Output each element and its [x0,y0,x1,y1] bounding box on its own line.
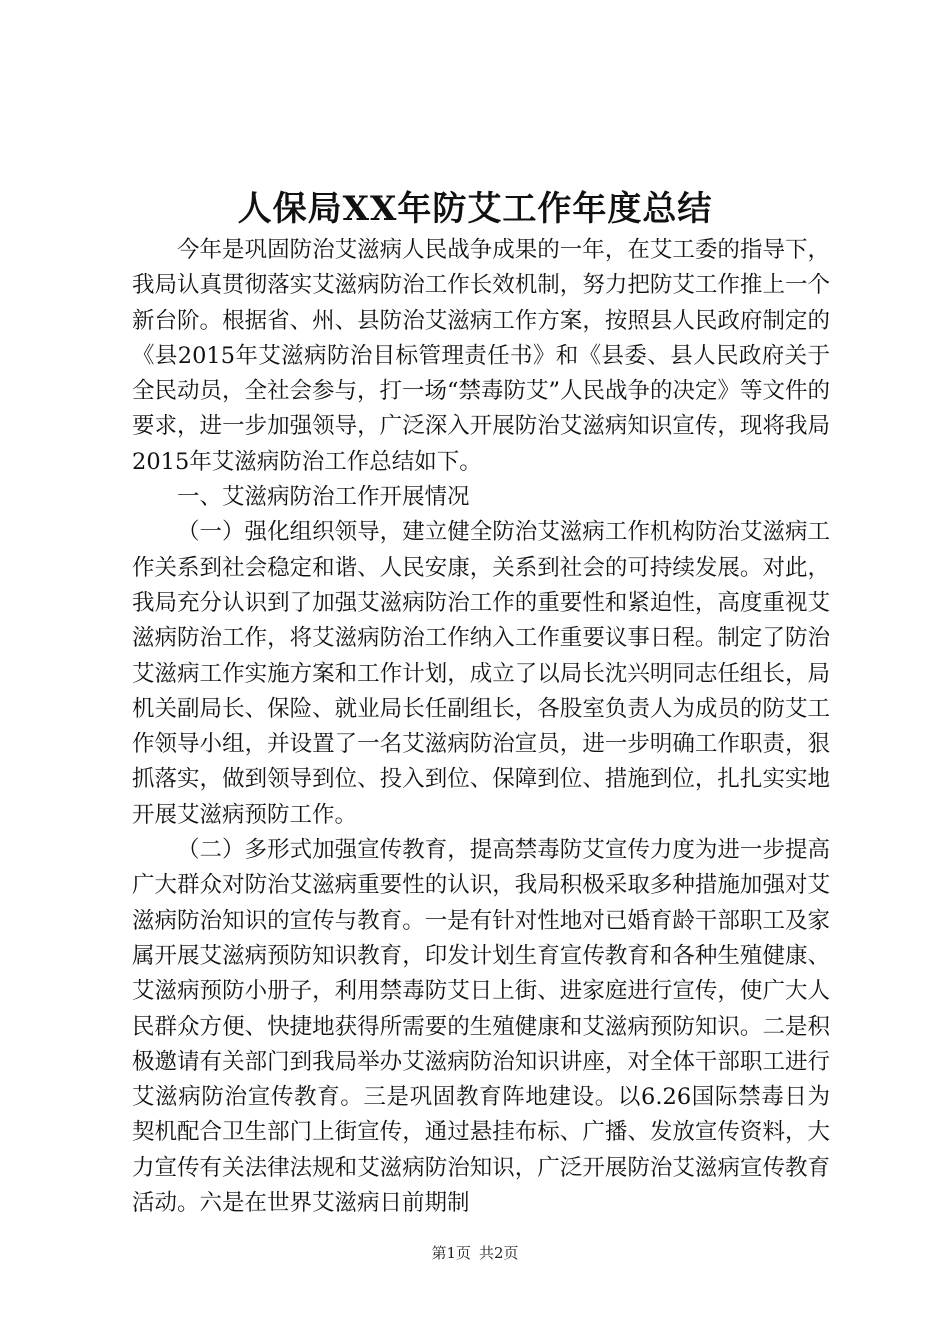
document-body [132,233,830,1221]
paragraph-organization: （一）强化组织领导，建立健全防治艾滋病工作机构防治艾滋病工作关系到社会稳定和谐、人民安康，关系到社会的可持续发展。对此，我局充分认识到了加强艾滋病防治工作的重要性和紧迫性，高度重视艾滋病防治工作，将艾滋病防治工作纳入工作重要议事日程。制定了防治艾滋病工作实施方案和工作计划，成立了以局长沈兴明同志任组长，局机关副局长、保险、就业局长任副组长，各股室负责人为成员的防艾工作领导小组，并设置了一名艾滋病防治宣员，进一步明确工作职责，狠抓落实，做到领导到位、投入到位、保障到位、措施到位，扎扎实实地开展艾滋病预防工作。 [132,519,830,828]
page-number: 第1页 [431,1244,471,1262]
paragraph-intro: 今年是巩固防治艾滋病人民战争成果的一年，在艾工委的指导下，我局认真贯彻落实艾滋病防治工作长效机制，努力把防艾工作推上一个新台阶。根据省、州、县防治艾滋病工作方案，按照县人民政府制定的《县2015年艾滋病防治目标管理责任书》和《县委、县人民政府关于全民动员，全社会参与，打一场“禁毒防艾”人民战争的决定》等文件的要求，进一步加强领导，广泛深入开展防治艾滋病知识宣传，现将我局2015年艾滋病防治工作总结如下。 [132,237,831,475]
page-footer [0,1243,950,1263]
page-total: 共2页 [479,1244,519,1262]
paragraph-publicity: （二）多形式加强宣传教育，提高禁毒防艾宣传力度为进一步提高广大群众对防治艾滋病重要性的认识，我局积极采取多种措施加强对艾滋病防治知识的宣传与教育。一是有针对性地对已婚育龄干部职工及家属开展艾滋病预防知识教育，印发计划生育宣传教育和各种生殖健康、艾滋病预防小册子，利用禁毒防艾日上街、进家庭进行宣传，使广大人民群众方便、快捷地获得所需要的生殖健康和艾滋病预防知识。二是积极邀请有关部门到我局举办艾滋病防治知识讲座，对全体干部职工进行艾滋病防治宣传教育。三是巩固教育阵地建设。以6.26国际禁毒日为契机配合卫生部门上街宣传，通过悬挂布标、广播、发放宣传资料，大力宣传有关法律法规和艾滋病防治知识，广泛开展防治艾滋病宣传教育活动。六是在世界艾滋病日前期制 [132,837,830,1217]
document-title: 人保局XX年防艾工作年度总结 [237,189,713,229]
section-heading: 一、艾滋病防治工作开展情况 [177,484,470,511]
